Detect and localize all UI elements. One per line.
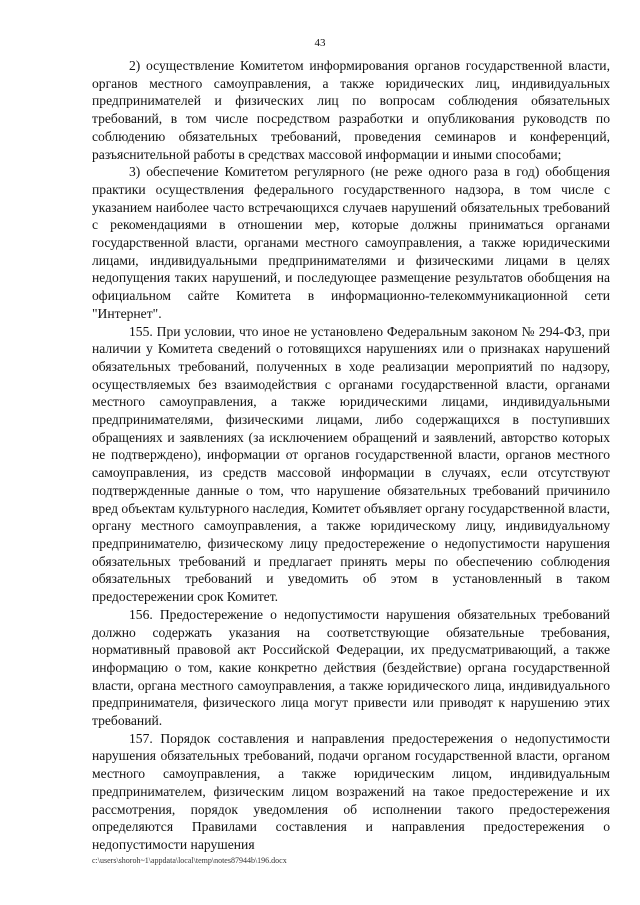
paragraph-155: 155. При условии, что иное не установлено Федеральным законом № 294-ФЗ, при наличии у Комитета сведений о готовящихся нарушениях или о признаках нарушений обязательных требований, полученных в ходе реализации мероприятий по надзору, осуществляемых без взаимодействия с органами государственной власти, органами местного самоуправления, а также юридическими лицами, индивидуальными предпринимателями, физическими лицами, либо содержащихся в поступивших обращениях и заявлениях (за исключением обращений и заявлений, авторство которых не подтверждено), информации от органов государственной власти, органов местного самоуправления, из средств массовой информации в случаях, если отсутствуют подтвержденные данные о том, что нарушение обязательных требований причинило вред объектам культурного наследия, Комитет объявляет органу государственной власти, органу местного самоуправления, а также юридическому лицу, индивидуальному предпринимателю, физическому лицу предостережение о недопустимости нарушения обязательных требований и предлагает принять меры по обеспечению соблюдения обязательных требований и уведомить об этом в установленный в таком предостережении срок Комитет.	[92, 323, 610, 605]
page-number: 43	[314, 37, 326, 49]
paragraph-156: 156. Предостережение о недопустимости нарушения обязательных требований должно содержать указания на соответствующие обязательные требования, нормативный правовой акт Российской Федерации, их предусматривающий, а также информацию о том, какие конкретно действия (бездействие) органа государственной власти, органа местного самоуправления, а также юридического лица, индивидуального предпринимателя, физического лица могут привести или приводят к нарушению этих требований.	[92, 606, 610, 729]
paragraph-item-2: 2) осуществление Комитетом информирования органов государственной власти, органов местного самоуправления, а также юридических лиц, индивидуальных предпринимателей и физических лиц по вопросам соблюдения обязательных требований, в том числе посредством разработки и опубликования руководств по соблюдению обязательных требований, проведения семинаров и конференций, разъяснительной работы в средствах массовой информации и иными способами;	[92, 58, 610, 162]
body-text	[92, 57, 610, 854]
paragraph-157: 157. Порядок составления и направления предостережения о недопустимости нарушения обязательных требований, подачи органом государственной власти, органом местного самоуправления, а также юридическим лицом, индивидуальным предпринимателем, физическим лицом возражений на такое предостережение и их рассмотрения, порядок уведомления об исполнении такого предостережения определяются Правилами составления и направления предостережения о недопустимости нарушения	[92, 730, 610, 852]
footer-file-path: c:\users\shoroh~1\appdata\local\temp\notes87944b\196.docx	[92, 856, 287, 865]
paragraph-item-3: 3) обеспечение Комитетом регулярного (не реже одного раза в год) обобщения практики осуществления федерального государственного надзора, в том числе с указанием наиболее часто встречающихся случаев нарушений обязательных требований с рекомендациями в отношении мер, которые должны приниматься органами государственной власти, органами местного самоуправления, а также юридическими лицами, индивидуальными предпринимателями и физическими лицами в целях недопущения таких нарушений, и последующее размещение результатов обобщения на официальном сайте Комитета в информационно-телекоммуникационной сети "Интернет".	[92, 164, 610, 321]
